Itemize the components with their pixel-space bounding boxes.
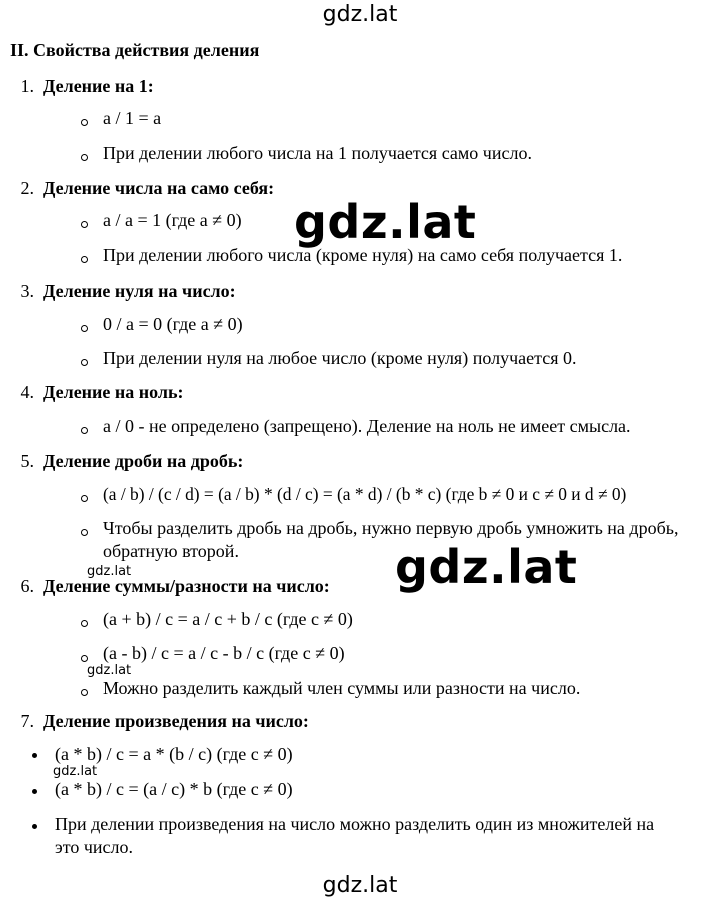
watermark-small-3: gdz.lat: [53, 764, 98, 779]
disc-bullet-icon: [32, 789, 37, 794]
sub-item: (a - b) / c = a / c - b / c (где c ≠ 0): [103, 643, 345, 663]
watermark-top: gdz.lat: [322, 2, 398, 27]
item-title: Деление нуля на число:: [43, 281, 236, 301]
sub-item: При делении произведения на число можно разделить один из множителей на: [55, 814, 655, 834]
list-item-6-heading: [10, 576, 330, 597]
list-item-1-heading: [10, 76, 154, 97]
circle-bullet-icon: [81, 689, 88, 696]
circle-bullet-icon: [81, 427, 88, 434]
item-number: 1.: [20, 76, 34, 96]
sub-item-continuation: это число.: [55, 837, 134, 857]
circle-bullet-icon: [81, 495, 88, 502]
sub-item: При делении любого числа (кроме нуля) на само себя получается 1.: [103, 245, 623, 265]
circle-bullet-icon: [81, 620, 88, 627]
circle-bullet-icon: [81, 221, 88, 228]
sub-item: (a + b) / c = a / c + b / c (где c ≠ 0): [103, 609, 353, 629]
circle-bullet-icon: [81, 256, 88, 263]
section-title: II. Свойства действия деления: [10, 40, 260, 60]
sub-item: Чтобы разделить дробь на дробь, нужно первую дробь умножить на дробь,: [103, 518, 679, 538]
watermark-center-2: gdz.lat: [395, 540, 578, 594]
sub-item: При делении любого числа на 1 получается само число.: [103, 143, 532, 163]
list-item-5-heading: [10, 451, 243, 472]
circle-bullet-icon: [81, 119, 88, 126]
circle-bullet-icon: [81, 655, 88, 662]
list-item-2-heading: [10, 178, 274, 199]
circle-bullet-icon: [81, 359, 88, 366]
sub-item: 0 / a = 0 (где a ≠ 0): [103, 314, 243, 334]
watermark-bottom: gdz.lat: [322, 873, 398, 898]
circle-bullet-icon: [81, 529, 88, 536]
watermark-small-1: gdz.lat: [87, 564, 132, 579]
list-item-7-heading: [10, 711, 309, 732]
sub-item-continuation: обратную второй.: [103, 541, 239, 561]
circle-bullet-icon: [81, 154, 88, 161]
item-title: Деление на 1:: [43, 76, 154, 96]
item-number: 7.: [20, 711, 34, 731]
sub-item: Можно разделить каждый член суммы или разности на число.: [103, 678, 581, 698]
disc-bullet-icon: [32, 753, 37, 758]
sub-item: a / 0 - не определено (запрещено). Деление на ноль не имеет смысла.: [103, 416, 631, 436]
item-title: Деление на ноль:: [43, 382, 184, 402]
item-number: 6.: [20, 576, 34, 596]
item-title: Деление суммы/разности на число:: [43, 576, 330, 596]
item-number: 2.: [20, 178, 34, 198]
sub-item: (a * b) / c = a * (b / c) (где c ≠ 0): [55, 744, 293, 764]
item-title: Деление произведения на число:: [43, 711, 309, 731]
sub-item: (a / b) / (c / d) = (a / b) * (d / c) = (a * d) / (b * c) (где b ≠ 0 и c ≠ 0 и d ≠ 0): [103, 484, 627, 504]
item-number: 3.: [20, 281, 34, 301]
watermark-small-2: gdz.lat: [87, 663, 132, 678]
circle-bullet-icon: [81, 325, 88, 332]
sub-item: a / a = 1 (где a ≠ 0): [103, 210, 242, 230]
sub-item: a / 1 = a: [103, 108, 162, 128]
item-title: Деление числа на само себя:: [43, 178, 275, 198]
watermark-center-1: gdz.lat: [294, 195, 477, 249]
sub-item: (a * b) / c = (a / c) * b (где c ≠ 0): [55, 779, 293, 799]
list-item-3-heading: [10, 281, 236, 302]
sub-item: При делении нуля на любое число (кроме нуля) получается 0.: [103, 348, 577, 368]
disc-bullet-icon: [32, 824, 37, 829]
item-number: 5.: [20, 451, 34, 471]
item-title: Деление дроби на дробь:: [43, 451, 244, 471]
list-item-4-heading: [10, 382, 184, 403]
item-number: 4.: [20, 382, 34, 402]
